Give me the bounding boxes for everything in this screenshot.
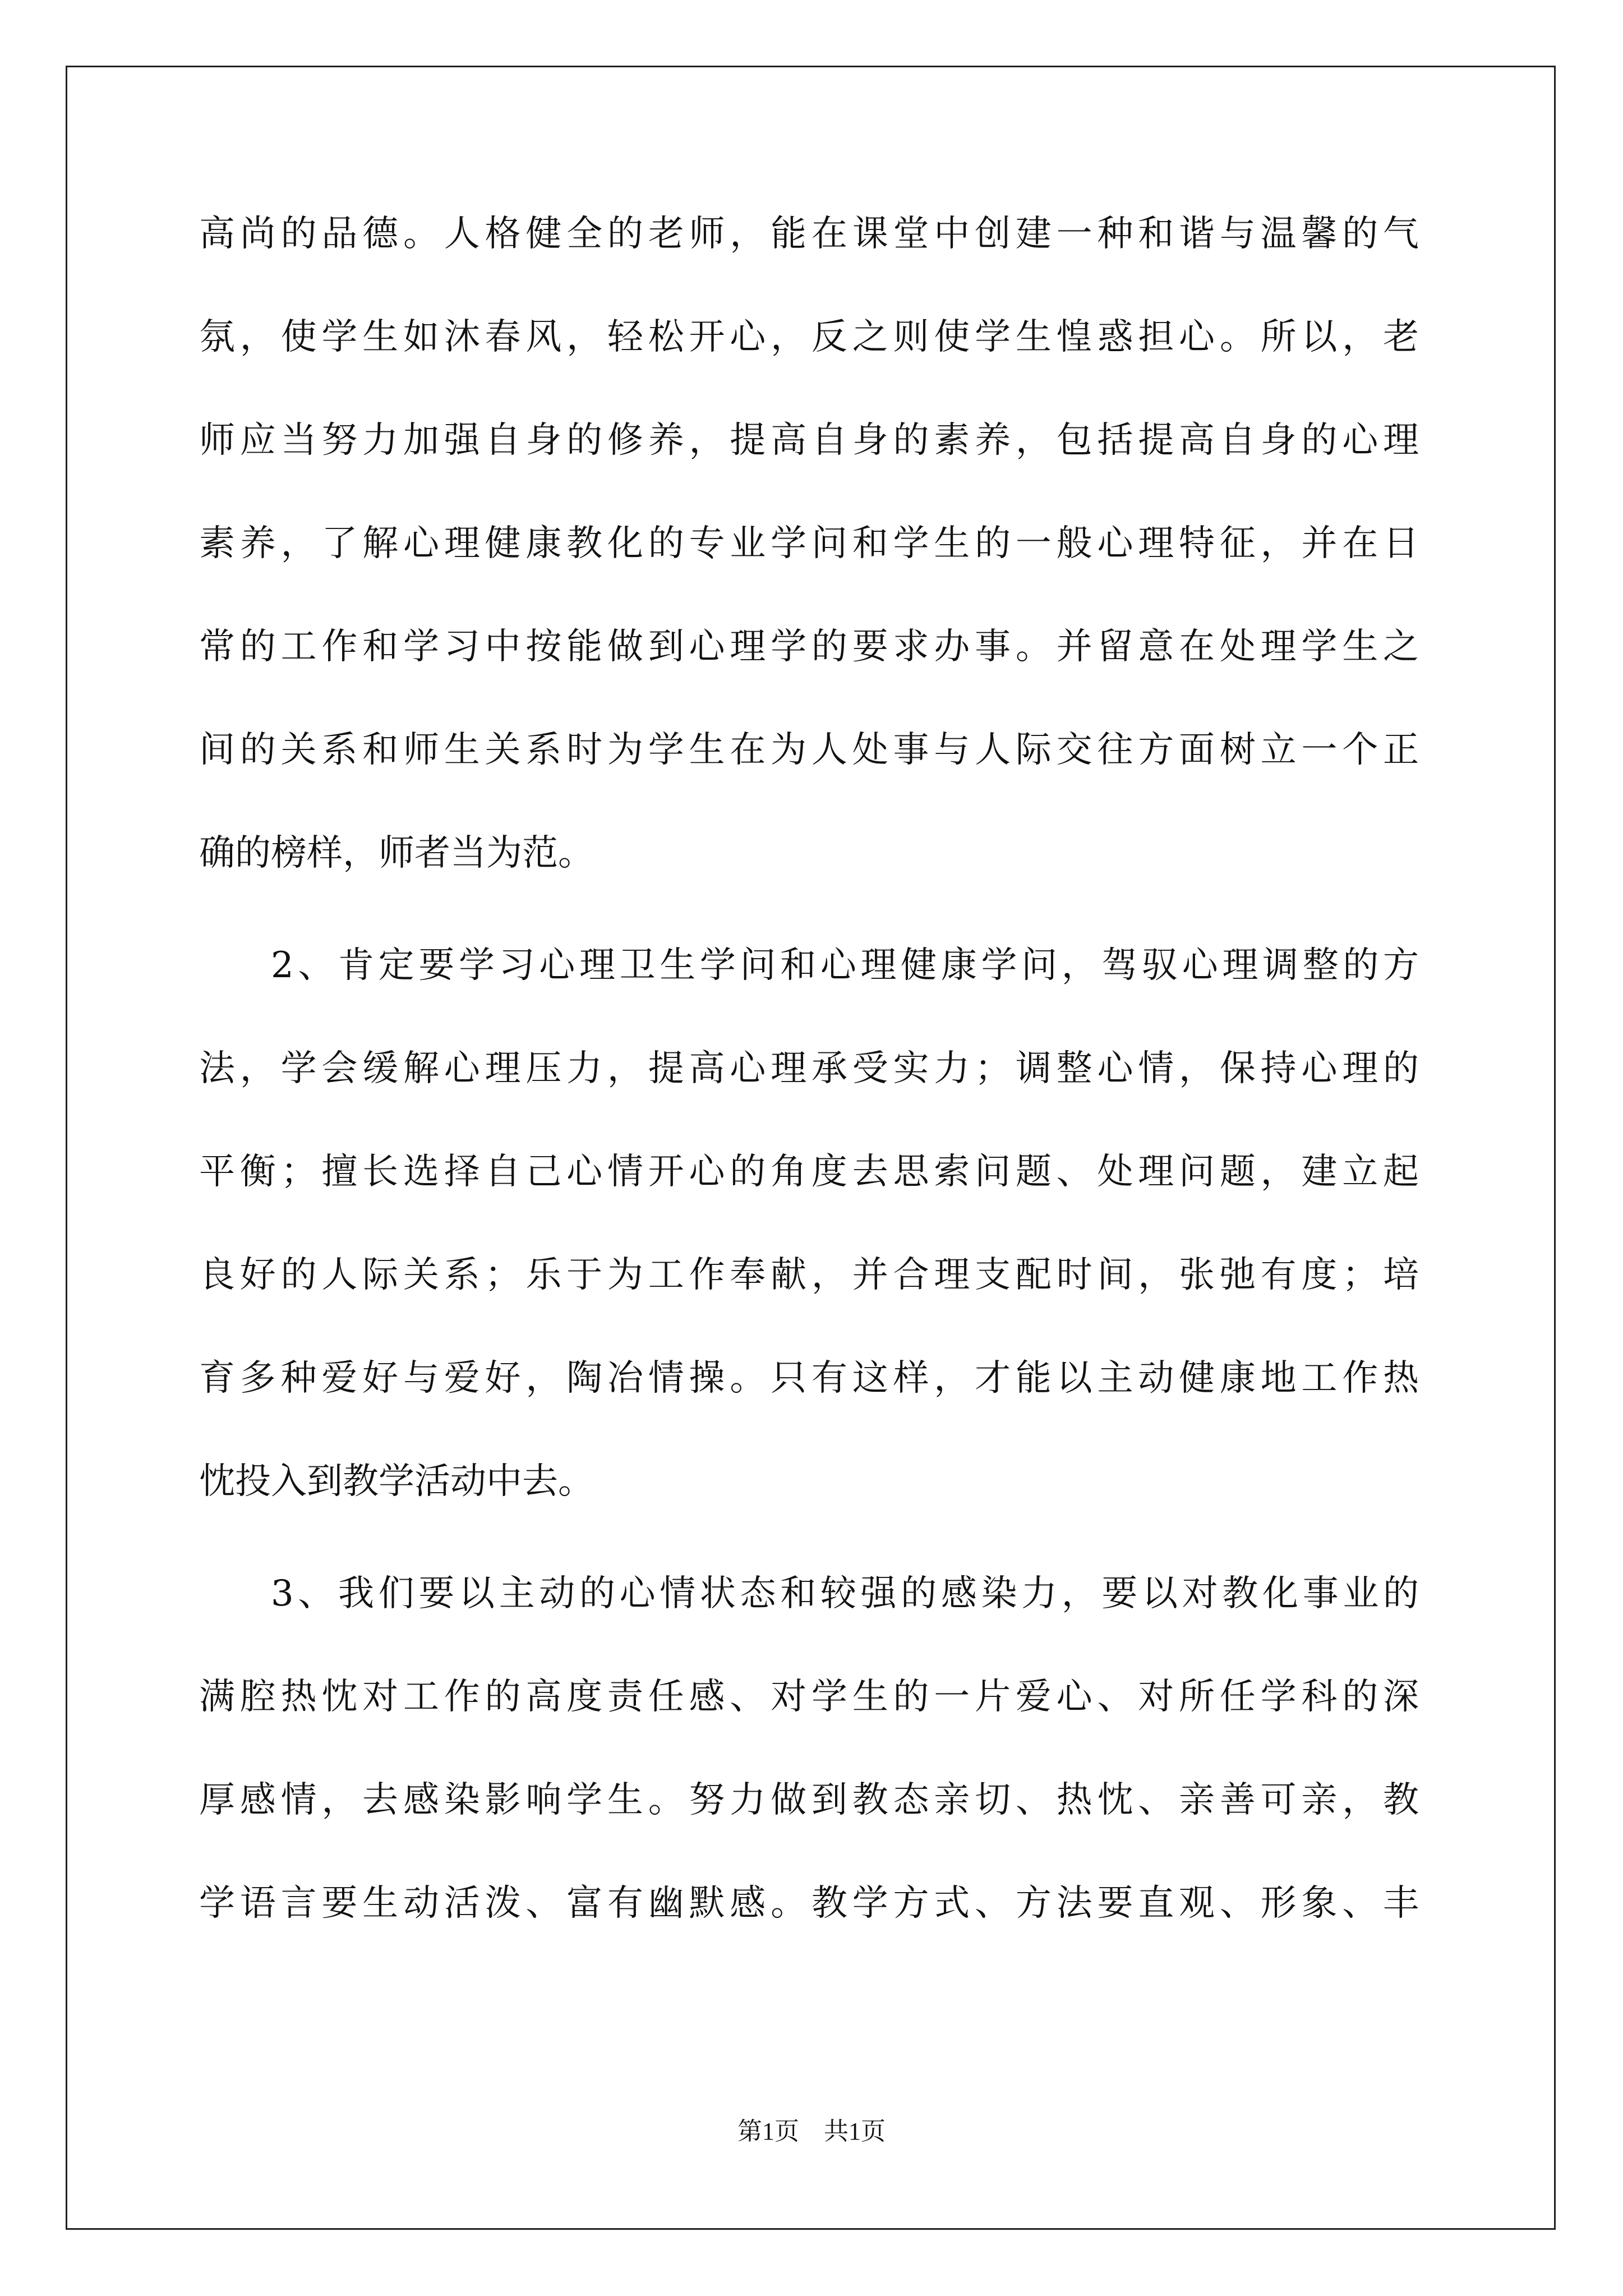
text-line: 常的工作和学习中按能做到心理学的要求办事。并留意在处理学生之: [199, 626, 1419, 668]
page-number-footer: 第1页 共1页: [737, 2118, 886, 2145]
text-line: 学语言要生动活泼、富有幽默感。教学方式、方法要直观、形象、丰: [199, 1883, 1419, 1924]
text-line: 忱投入到教学活动中去。: [199, 1461, 594, 1502]
text-line: 氛，使学生如沐春风，轻松开心，反之则使学生惶惑担心。所以，老: [199, 316, 1419, 358]
text-line: 法，学会缓解心理压力，提高心理承受实力；调整心情，保持心理的: [199, 1048, 1419, 1089]
text-line: 良好的人际关系；乐于为工作奉献，并合理支配时间，张弛有度；培: [199, 1254, 1419, 1296]
text-line: 平衡；擅长选择自己心情开心的角度去思索问题、处理问题，建立起: [199, 1151, 1419, 1193]
text-line: 满腔热忱对工作的高度责任感、对学生的一片爱心、对所任学科的深: [199, 1676, 1419, 1718]
text-line: 育多种爱好与爱好，陶冶情操。只有这样，才能以主动健康地工作热: [199, 1358, 1419, 1399]
document-body: [199, 210, 1419, 1983]
text-line: 间的关系和师生关系时为学生在为人处事与人际交往方面树立一个正: [199, 729, 1419, 771]
text-line: 确的榜样，师者当为范。: [199, 832, 594, 874]
text-line: 2、肯定要学习心理卫生学问和心理健康学问，驾驭心理调整的方: [271, 945, 1419, 986]
text-line: 素养，了解心理健康教化的专业学问和学生的一般心理特征，并在日: [199, 523, 1419, 564]
text-line: 师应当努力加强自身的修养，提高自身的素养，包括提高自身的心理: [199, 420, 1419, 461]
text-line: 高尚的品德。人格健全的老师，能在课堂中创建一种和谐与温馨的气: [199, 213, 1419, 255]
text-line: 3、我们要以主动的心情状态和较强的感染力，要以对教化事业的: [271, 1573, 1419, 1614]
text-line: 厚感情，去感染影响学生。努力做到教态亲切、热忱、亲善可亲，教: [199, 1779, 1419, 1821]
